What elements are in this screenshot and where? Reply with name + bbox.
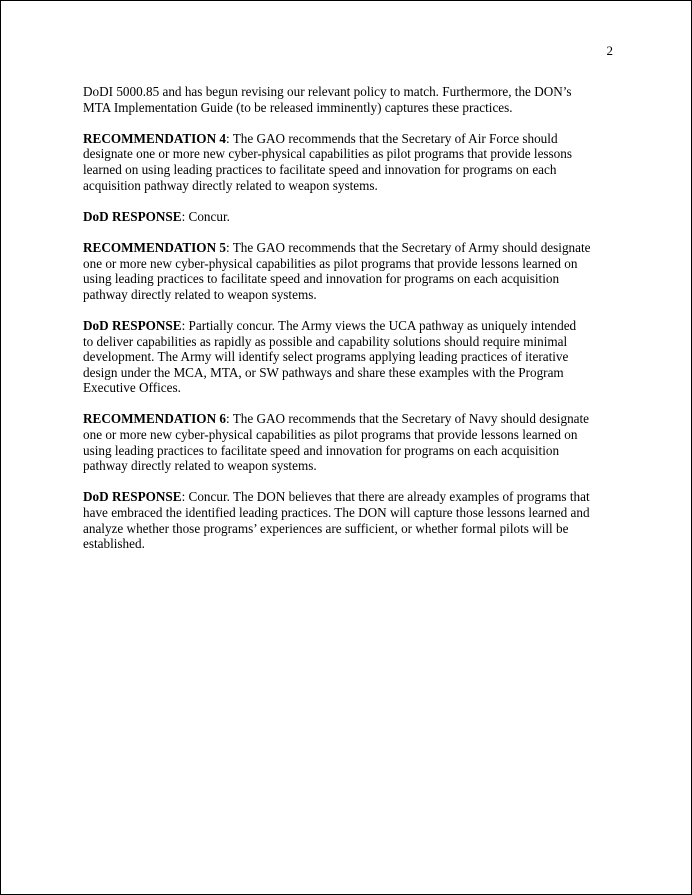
recommendation-heading: RECOMMENDATION 4 [83, 130, 226, 146]
paragraph-line: established. [83, 536, 145, 552]
paragraph-line: pathway directly related to weapon systems. [83, 458, 317, 474]
paragraph-line: using leading practices to facilitate speed and innovation for programs on each acquisition [83, 271, 560, 287]
paragraph-line: development. The Army will identify select programs applying leading practices of iterative [83, 349, 569, 365]
paragraph-first-line [83, 489, 613, 505]
paragraph-first-line [83, 318, 613, 334]
paragraph-recommendation-6 [83, 411, 613, 473]
response-heading: DoD RESPONSE [83, 489, 182, 505]
paragraph-first-line [83, 411, 613, 427]
paragraph-line: one or more new cyber-physical capabilities as pilot programs that provide lessons learned on [83, 255, 578, 271]
paragraph-line: designate one or more new cyber-physical capabilities as pilot programs that provide lessons [83, 146, 572, 162]
paragraph-first-line [83, 240, 613, 256]
recommendation-heading: RECOMMENDATION 5 [83, 239, 226, 255]
paragraph-response-5 [83, 318, 613, 396]
paragraph-first-line [83, 131, 613, 147]
response-heading: DoD RESPONSE [83, 317, 182, 333]
paragraph-line: : The GAO recommends that the Secretary of Navy should designate [225, 411, 590, 427]
paragraph-recommendation-5 [83, 240, 613, 302]
paragraph-line: : Concur. The DON believes that there are already examples of programs that [181, 489, 590, 505]
page-number: 2 [606, 43, 613, 58]
paragraph-line: analyze whether those programs’ experiences are sufficient, or whether formal pilots will be [83, 520, 569, 536]
paragraph-line: learned on using leading practices to facilitate speed and innovation for programs on each [83, 161, 557, 177]
paragraph-line: one or more new cyber-physical capabilities as pilot programs that provide lessons learned on [83, 427, 578, 443]
paragraph-line: : The GAO recommends that the Secretary of Air Force should [225, 130, 558, 146]
paragraph-line: pathway directly related to weapon systems. [83, 286, 317, 302]
document-body [83, 84, 613, 567]
paragraph-line: : The GAO recommends that the Secretary of Army should designate [225, 239, 591, 255]
response-heading: DoD RESPONSE [83, 208, 182, 224]
paragraph-intro [83, 84, 613, 115]
paragraph-line: : Partially concur. The Army views the UCA pathway as uniquely intended [181, 317, 577, 333]
paragraph-line: using leading practices to facilitate speed and innovation for programs on each acquisition [83, 442, 560, 458]
paragraph-line: acquisition pathway directly related to weapon systems. [83, 177, 378, 193]
paragraph-line: : Concur. [181, 208, 230, 224]
paragraph-line: DoDI 5000.85 and has begun revising our relevant policy to match. Furthermore, the DON’s [83, 84, 572, 99]
recommendation-heading: RECOMMENDATION 6 [83, 411, 226, 427]
paragraph-line: design under the MCA, MTA, or SW pathways and share these examples with the Program [83, 364, 564, 380]
paragraph-recommendation-4 [83, 131, 613, 193]
paragraph-response-4 [83, 209, 613, 225]
paragraph-line: to deliver capabilities as rapidly as possible and capability solutions should require minimal [83, 333, 568, 349]
paragraph-line: Executive Offices. [83, 380, 181, 396]
paragraph-line: have embraced the identified leading practices. The DON will capture those lessons learned and [83, 505, 590, 521]
paragraph-line: MTA Implementation Guide (to be released imminently) captures these practices. [83, 99, 513, 115]
paragraph-first-line [83, 209, 613, 225]
paragraph-response-6 [83, 489, 613, 551]
